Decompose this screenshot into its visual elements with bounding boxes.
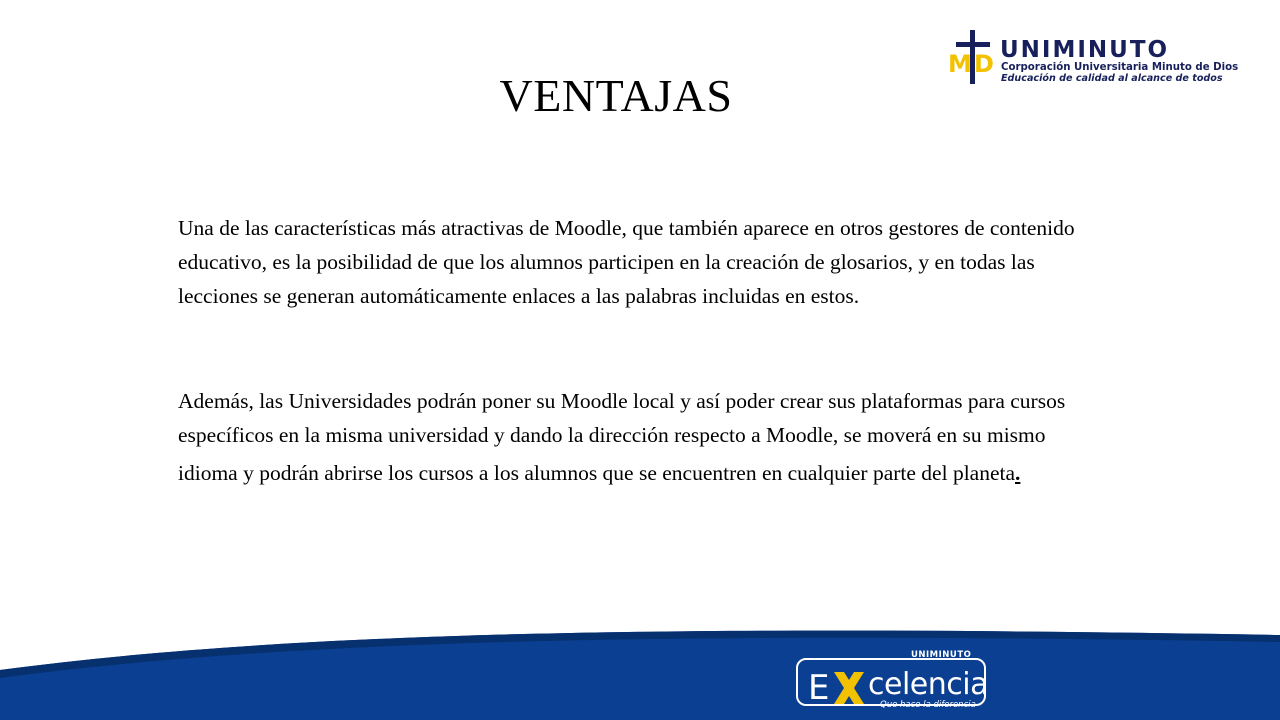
logo-subtitle: Corporación Universitaria Minuto de Dios xyxy=(1001,62,1239,73)
paragraph-1: Una de las características más atractivas de Moodle, que también aparece en otros gestores de contenido educativo, es la posibilidad de que los alumnos participen en la creación de glosarios, y en todas las lecciones se generan automáticamente enlaces a las palabras incluidas en estos. xyxy=(178,216,1075,308)
excelencia-x-icon xyxy=(832,670,866,706)
slide-title: VENTAJAS xyxy=(499,70,733,121)
paragraph-2 xyxy=(178,384,1098,490)
svg-text:D: D xyxy=(974,50,994,78)
paragraph-2-last-text: alumnos que se encuentren en cualquier parte del planeta xyxy=(524,461,1016,485)
paragraph-2-end-dot: . xyxy=(1015,461,1021,485)
excelencia-frame xyxy=(796,658,988,710)
excelencia-logo xyxy=(794,648,990,710)
footer-band xyxy=(0,600,1280,720)
paragraph-2-main: Además, las Universidades podrán poner su Moodle local y así poder crear sus plataformas para cursos específicos en la misma universidad y dando la dirección respecto a Moodle, se moverá en su mismo idioma y podrán abrirse los cursos a los xyxy=(178,389,1066,485)
excelencia-brand: UNIMINUTO xyxy=(911,650,972,660)
excelencia-letter-e: E xyxy=(808,668,830,708)
logo-name: UNIMINUTO xyxy=(1000,37,1170,63)
excelencia-word: celencia xyxy=(868,667,988,702)
paragraph-2-last-line xyxy=(524,456,1020,490)
excelencia-tagline: Que hace la diferencia xyxy=(880,700,976,710)
logo-slogan: Educación de calidad al alcance de todos xyxy=(1001,73,1223,84)
svg-text:M: M xyxy=(948,50,972,78)
